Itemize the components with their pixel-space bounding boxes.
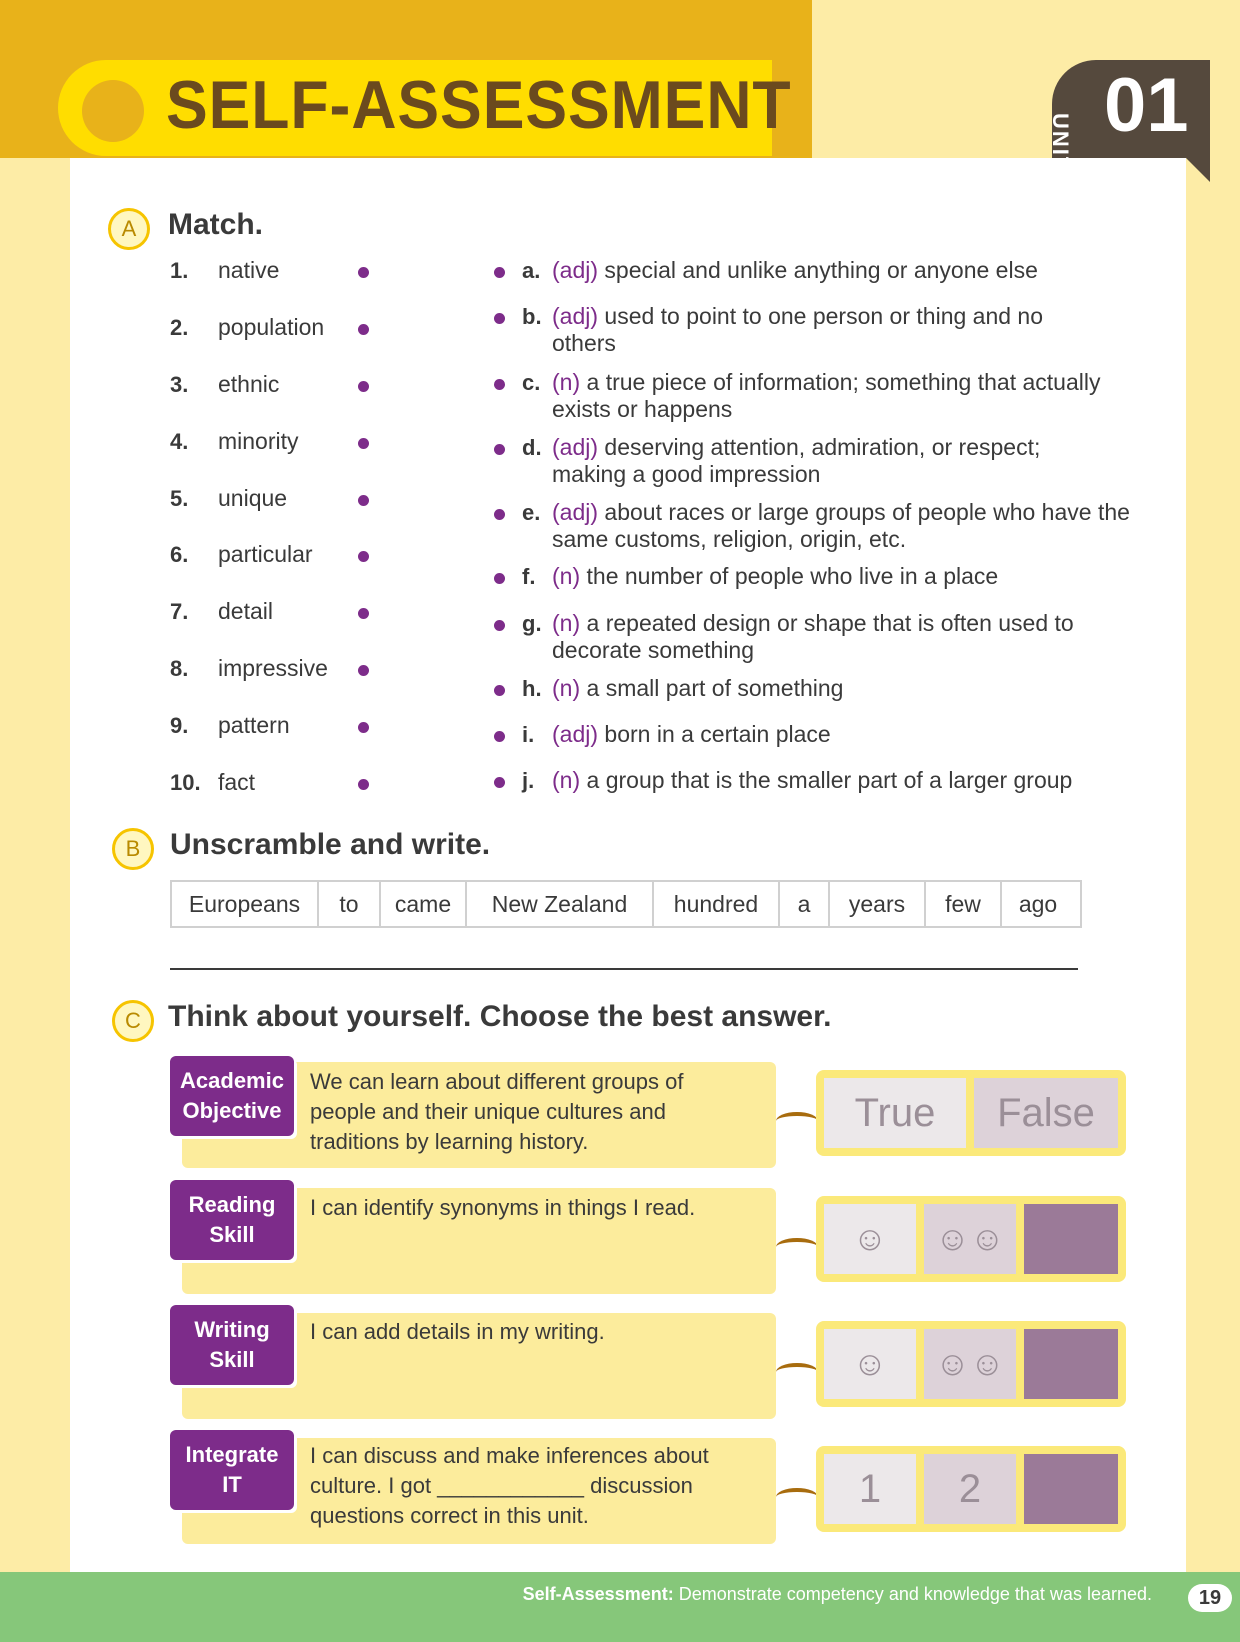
match-word: particular (218, 541, 313, 567)
double-smiley-option-icon[interactable]: ☺☺ (924, 1329, 1016, 1399)
word-tile[interactable]: Europeans (172, 882, 319, 926)
false-option[interactable]: False (974, 1078, 1118, 1148)
definition-dot[interactable] (494, 267, 505, 278)
answer-options (816, 1321, 1126, 1407)
section-b-label: B (112, 828, 154, 870)
third-option[interactable] (1024, 1454, 1118, 1524)
match-word: fact (218, 769, 256, 795)
third-option[interactable] (1024, 1329, 1118, 1399)
statement-text: I can identify synonyms in things I read. (310, 1195, 696, 1220)
answer-line[interactable] (170, 968, 1078, 970)
connector (776, 1488, 818, 1506)
definition-pos: (n) (552, 610, 581, 636)
word-dot[interactable] (358, 665, 369, 676)
definition-dot[interactable] (494, 444, 505, 455)
match-word: unique (218, 485, 288, 511)
definition (552, 767, 1172, 794)
definition-pos: (n) (552, 563, 581, 589)
category-line: Writing (194, 1317, 270, 1342)
definition-pos: (adj) (552, 303, 599, 329)
section-c-label: C (112, 1000, 154, 1042)
word-dot[interactable] (358, 779, 369, 790)
word-number: 7. (170, 599, 189, 624)
connector (776, 1238, 818, 1256)
category-line: Reading (188, 1192, 276, 1217)
definition-text: deserving attention, admiration, or respect; making a good impression (552, 434, 1041, 487)
category-line: Skill (209, 1222, 255, 1247)
title-circle-icon (82, 80, 144, 142)
page-title: SELF-ASSESSMENT (166, 67, 792, 143)
definition-dot[interactable] (494, 620, 505, 631)
definition-dot[interactable] (494, 313, 505, 324)
category-label (170, 1056, 294, 1136)
definition-pos: (adj) (552, 721, 599, 747)
definition-dot[interactable] (494, 509, 505, 520)
answer-options (816, 1196, 1126, 1282)
answer-options (816, 1446, 1126, 1532)
definition (552, 563, 1152, 590)
double-smiley-option-icon[interactable]: ☺☺ (924, 1204, 1016, 1274)
word-number: 8. (170, 656, 189, 681)
match-word: population (218, 314, 325, 340)
definition-letter: j. (522, 768, 535, 793)
definition-letter: g. (522, 611, 542, 636)
category-label (170, 1180, 294, 1260)
definition-letter: h. (522, 676, 542, 701)
statement-text: We can learn about different groups of people and their unique cultures and traditions by learning history. (310, 1069, 684, 1154)
word-tile[interactable]: years (830, 882, 926, 926)
definition-dot[interactable] (494, 379, 505, 390)
word-number: 5. (170, 486, 189, 511)
word-dot[interactable] (358, 608, 369, 619)
word-bank (170, 880, 1082, 928)
category-line: IT (222, 1472, 242, 1497)
statement-text: I can discuss and make inferences about culture. I got ____________ discussion questions correct in this unit. (310, 1443, 709, 1528)
definition-text: the number of people who live in a place (586, 563, 999, 589)
footer-text: Demonstrate competency and knowledge that was learned. (678, 1584, 1152, 1604)
definition-text: a repeated design or shape that is often used to decorate something (552, 610, 1074, 663)
category-line: Objective (182, 1098, 282, 1123)
definition-dot[interactable] (494, 777, 505, 788)
match-word: ethnic (218, 371, 280, 397)
definition-dot[interactable] (494, 685, 505, 696)
option-one[interactable]: 1 (824, 1454, 916, 1524)
section-a-title: Match. (168, 208, 264, 241)
unit-badge-tab (1186, 158, 1210, 182)
word-number: 1. (170, 258, 189, 283)
definition-letter: a. (522, 258, 541, 283)
footer-note (0, 1584, 1152, 1605)
word-number: 9. (170, 713, 189, 738)
definition-text: a true piece of information; something that actually exists or happens (552, 369, 1101, 422)
page-number: 19 (1188, 1584, 1232, 1612)
definition-text: a group that is the smaller part of a larger group (586, 767, 1073, 793)
definition-dot[interactable] (494, 731, 505, 742)
definition-text: born in a certain place (604, 721, 831, 747)
definition-pos: (n) (552, 675, 581, 701)
option-two[interactable]: 2 (924, 1454, 1016, 1524)
definition-pos: (n) (552, 369, 581, 395)
definition (552, 499, 1142, 553)
definition-dot[interactable] (494, 573, 505, 584)
word-number: 3. (170, 372, 189, 397)
definition (552, 369, 1162, 423)
definition-pos: (adj) (552, 434, 599, 460)
definition-letter: c. (522, 370, 541, 395)
word-dot[interactable] (358, 381, 369, 392)
answer-options (816, 1070, 1126, 1156)
category-label (170, 1430, 294, 1510)
category-line: Skill (209, 1347, 255, 1372)
definition-pos: (adj) (552, 499, 599, 525)
section-b-title: Unscramble and write. (170, 828, 491, 861)
definition-pos: (n) (552, 767, 581, 793)
section-c-title: Think about yourself. Choose the best answer. (168, 1000, 832, 1033)
match-word: pattern (218, 712, 290, 738)
section-a-label: A (108, 208, 150, 250)
word-tile[interactable]: few (926, 882, 1002, 926)
smiley-option-icon[interactable]: ☺ (824, 1329, 916, 1399)
word-tile[interactable]: hundred (654, 882, 780, 926)
statement-text: I can add details in my writing. (310, 1319, 605, 1344)
definition-text: a small part of something (586, 675, 844, 701)
unit-label: UNIT (1048, 113, 1073, 173)
third-option[interactable] (1024, 1204, 1118, 1274)
word-number: 10. (170, 770, 201, 795)
word-dot[interactable] (358, 722, 369, 733)
connector (776, 1112, 818, 1130)
connector (776, 1363, 818, 1381)
definition (552, 721, 1152, 748)
word-number: 6. (170, 542, 189, 567)
match-word: minority (218, 428, 299, 454)
definition-letter: f. (522, 564, 536, 589)
word-dot[interactable] (358, 324, 369, 335)
definition-text: special and unlike anything or anyone else (604, 257, 1038, 283)
definition-text: used to point to one person or thing and no others (552, 303, 1044, 356)
footer-label: Self-Assessment: (522, 1584, 674, 1604)
word-tile[interactable]: to (319, 882, 381, 926)
smiley-option-icon[interactable]: ☺ (824, 1204, 916, 1274)
word-tile[interactable]: ago (1018, 891, 1058, 917)
category-line: Academic (180, 1068, 284, 1093)
word-dot[interactable] (358, 551, 369, 562)
word-number: 4. (170, 429, 189, 454)
word-tile[interactable]: came (381, 882, 467, 926)
word-tile[interactable]: a (780, 882, 830, 926)
match-word: impressive (218, 655, 328, 681)
footer-bar (0, 1572, 1240, 1642)
word-dot[interactable] (358, 438, 369, 449)
definition (552, 675, 1152, 702)
match-word: detail (218, 598, 273, 624)
definition-letter: i. (522, 722, 535, 747)
definition (552, 303, 1112, 357)
word-tile[interactable]: New Zealand (467, 882, 654, 926)
category-line: Integrate (185, 1442, 279, 1467)
word-dot[interactable] (358, 267, 369, 278)
unit-number: 01 (1104, 63, 1189, 148)
match-word: native (218, 257, 280, 283)
true-option[interactable]: True (824, 1078, 966, 1148)
definition-text: about races or large groups of people who have the same customs, religion, origin, etc. (552, 499, 1130, 552)
word-dot[interactable] (358, 495, 369, 506)
definition (552, 257, 1152, 284)
definition (552, 434, 1112, 488)
definition-letter: d. (522, 435, 542, 460)
definition-letter: e. (522, 500, 541, 525)
definition (552, 610, 1112, 664)
category-label (170, 1305, 294, 1385)
definition-letter: b. (522, 304, 542, 329)
word-number: 2. (170, 315, 189, 340)
definition-pos: (adj) (552, 257, 599, 283)
